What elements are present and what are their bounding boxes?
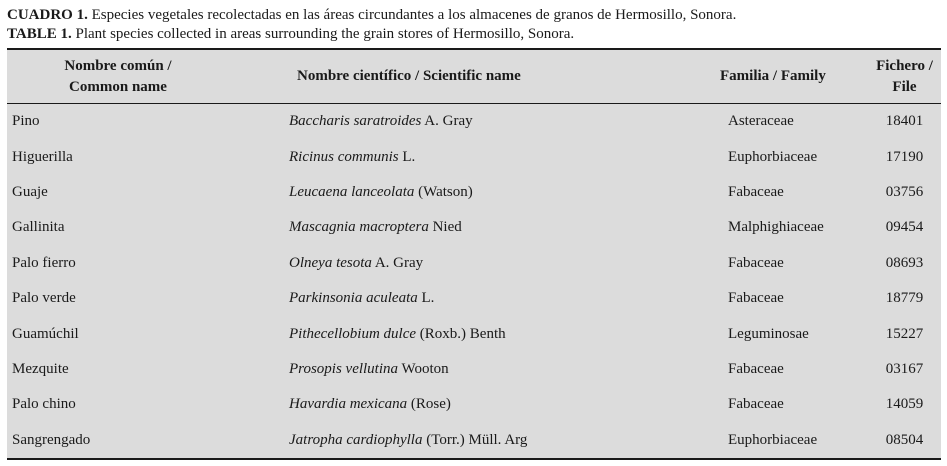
- scientific-binomial: Baccharis saratroides: [289, 113, 422, 130]
- cell-file: 08504: [885, 431, 924, 448]
- scientific-binomial: Olneya tesota: [289, 254, 372, 271]
- table-caption: [7, 6, 736, 44]
- species-table: [7, 50, 941, 458]
- scientific-author: A. Gray: [421, 113, 473, 130]
- cell-scientific-name: [229, 104, 717, 140]
- cell-file: 17190: [885, 148, 924, 165]
- cell-family: Fabaceae: [728, 183, 784, 200]
- cell-family: Euphorbiaceae: [728, 431, 818, 448]
- scientific-author: (Torr.) Müll. Arg: [422, 431, 528, 448]
- header-common-name: [7, 50, 229, 104]
- cell-common-name: Higuerilla: [12, 148, 73, 165]
- cell-file: 18401: [885, 113, 924, 130]
- cell-scientific-name: [229, 316, 717, 351]
- table-row: [7, 281, 941, 316]
- cell-common-name: Guamúchil: [12, 325, 79, 342]
- cell-common-name: Guaje: [12, 183, 48, 200]
- cell-family: Fabaceae: [728, 396, 784, 413]
- caption-english-text: Plant species collected in areas surrounding the grain stores of Hermosillo, Sonora.: [75, 26, 575, 42]
- table-header: [7, 50, 941, 104]
- scientific-author: L.: [398, 148, 416, 165]
- cell-common-name: Gallinita: [12, 219, 65, 236]
- cell-file: 14059: [885, 396, 924, 413]
- cell-scientific-name: [229, 423, 717, 458]
- cell-common-name: Palo verde: [12, 290, 76, 307]
- scientific-author: Nied: [428, 219, 462, 236]
- cell-family: Fabaceae: [728, 360, 784, 377]
- cell-file: 15227: [885, 325, 924, 342]
- table-body: [7, 104, 941, 458]
- caption-spanish: [7, 6, 736, 25]
- cell-file: 18779: [885, 290, 924, 307]
- scientific-author: A. Gray: [371, 254, 424, 271]
- scientific-author: (Watson): [414, 183, 473, 200]
- cell-family: Fabaceae: [728, 254, 784, 271]
- cell-common-name: Sangrengado: [12, 431, 91, 448]
- header-scientific-name: Nombre científico / Scientific name: [229, 50, 717, 104]
- table-row: [7, 175, 941, 210]
- cell-scientific-name: [229, 387, 717, 422]
- scientific-binomial: Ricinus communis: [289, 148, 399, 165]
- cell-file: 09454: [885, 219, 924, 236]
- caption-english: [7, 25, 736, 44]
- table-row: [7, 316, 941, 351]
- cell-scientific-name: [229, 281, 717, 316]
- scientific-binomial: Mascagnia macroptera: [289, 219, 429, 236]
- cell-scientific-name: [229, 210, 717, 245]
- cell-family: Asteraceae: [728, 113, 794, 130]
- scientific-author: (Roxb.) Benth: [416, 325, 506, 342]
- scientific-author: (Rose): [407, 396, 451, 413]
- scientific-author: L.: [417, 290, 435, 307]
- scientific-author: Wooton: [398, 360, 449, 377]
- table-row: [7, 352, 941, 387]
- species-table-container: [7, 48, 941, 460]
- caption-spanish-text: Especies vegetales recolectadas en las áreas circundantes a los almacenes de granos de Hermosillo, Sonora.: [91, 7, 737, 23]
- cell-family: Leguminosae: [728, 325, 809, 342]
- table-row: [7, 139, 941, 174]
- cell-common-name: Pino: [12, 113, 40, 130]
- scientific-binomial: Havardia mexicana: [289, 396, 408, 413]
- scientific-binomial: Pithecellobium dulce: [289, 325, 417, 342]
- header-file: Fichero / File: [868, 50, 941, 104]
- header-common-name-line1: Nombre común /: [64, 57, 172, 74]
- table-row: [7, 246, 941, 281]
- header-family: Familia / Family: [717, 50, 868, 104]
- cell-file: 08693: [885, 254, 924, 271]
- cell-common-name: Palo chino: [12, 396, 76, 413]
- cell-scientific-name: [229, 139, 717, 174]
- table-row: [7, 104, 941, 140]
- cell-family: Euphorbiaceae: [728, 148, 818, 165]
- scientific-binomial: Leucaena lanceolata: [289, 183, 415, 200]
- table-row: [7, 387, 941, 422]
- header-common-name-line2: Common name: [69, 78, 167, 95]
- cell-scientific-name: [229, 246, 717, 281]
- scientific-binomial: Prosopis vellutina: [289, 360, 399, 377]
- header-row: [7, 50, 941, 104]
- caption-spanish-label: CUADRO 1.: [7, 7, 88, 23]
- cell-file: 03756: [885, 183, 924, 200]
- cell-family: Malphighiaceae: [728, 219, 824, 236]
- scientific-binomial: Jatropha cardiophylla: [289, 431, 423, 448]
- cell-family: Fabaceae: [728, 290, 784, 307]
- table-row: [7, 210, 941, 245]
- cell-common-name: Palo fierro: [12, 254, 76, 271]
- cell-scientific-name: [229, 352, 717, 387]
- cell-common-name: Mezquite: [12, 360, 69, 377]
- caption-english-label: TABLE 1.: [7, 26, 72, 42]
- scientific-binomial: Parkinsonia aculeata: [289, 290, 418, 307]
- cell-file: 03167: [885, 360, 924, 377]
- cell-scientific-name: [229, 175, 717, 210]
- table-row: [7, 423, 941, 458]
